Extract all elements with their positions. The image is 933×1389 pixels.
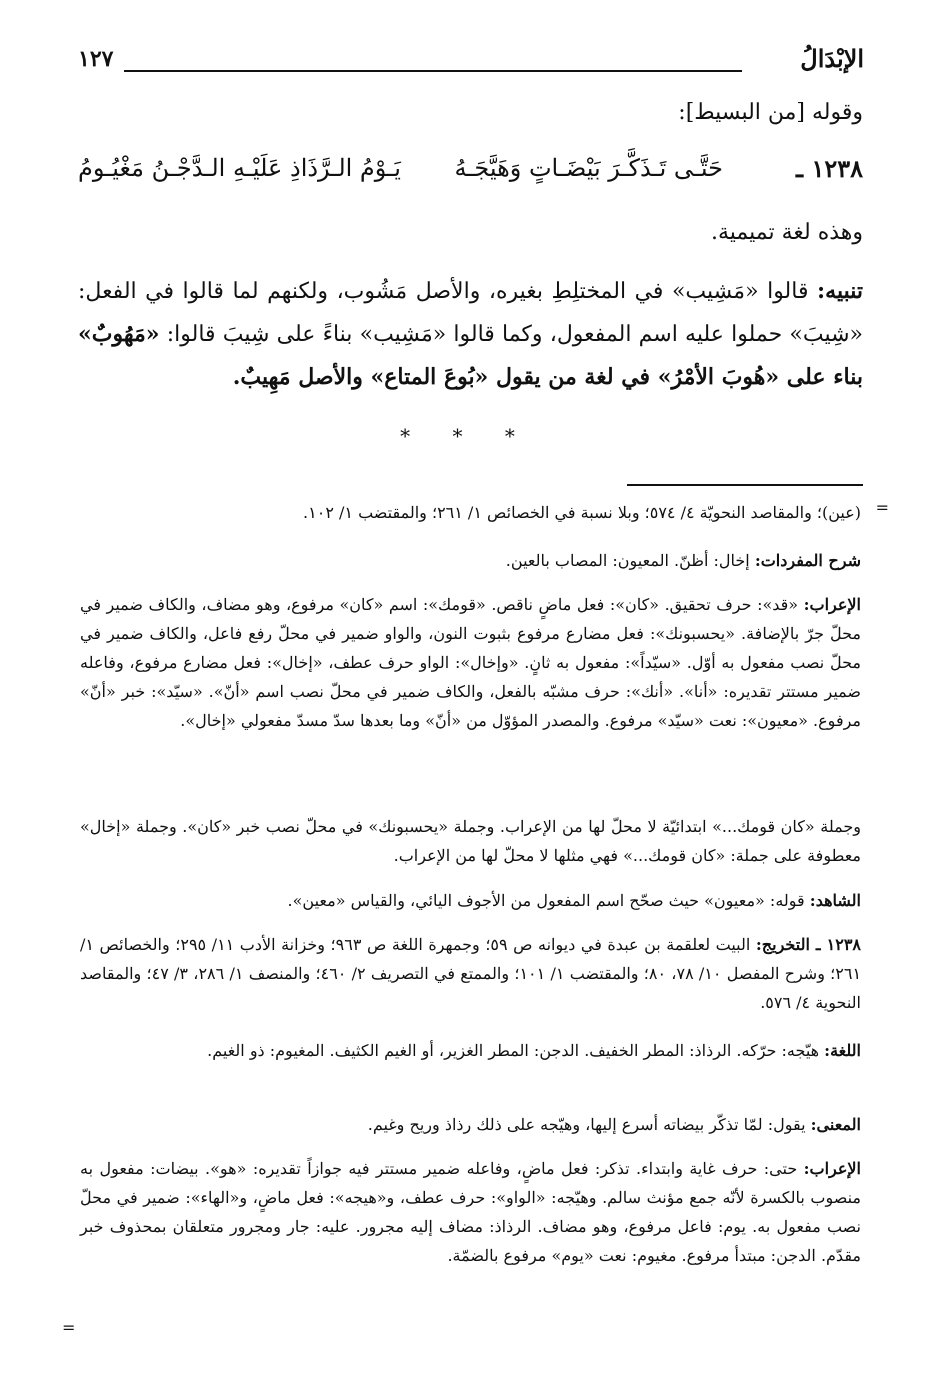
continuation-marker: = [875, 498, 889, 517]
shahid-label: الشاهد: [809, 891, 861, 910]
verse-second-hemistich: يَـوْمُ الـرَّذَاذِ عَلَيْـهِ الـدَّجْـنُ مَغْيُـومُ [78, 154, 401, 182]
poetry-verse [78, 154, 863, 198]
footnote-irab [80, 590, 861, 735]
footnote-lugha [80, 1036, 861, 1065]
mana-label: المعنى: [810, 1115, 861, 1134]
takhrij-label: ١٢٣٨ ـ التخريج: [755, 935, 861, 954]
footnote-continuation: (عين)؛ والمقاصد النحويّة ٤/ ٥٧٤؛ وبلا نسبة في الخصائص ١/ ٢٦١؛ والمقتضب ١/ ١٠٢. [303, 503, 861, 522]
irab-label: الإعراب: [803, 595, 861, 614]
shahid-text: قوله: «معيون» حيث صحّح اسم المفعول من الأجوف اليائي، والقياس «معين». [287, 891, 805, 910]
verse-intro: وقوله [من البسيط]: [678, 100, 863, 125]
note-label: تنبيه: [817, 278, 863, 304]
footnote-mana [80, 1110, 861, 1139]
irab2-text: حتى: حرف غاية وابتداء. تذكر: فعل ماضٍ، وفاعله ضمير مستتر فيه جوازاً تقديره: «هو». بيضات: مفعول به منصوب بالكسرة لأنّه جمع مؤنث سالم. وهيّجه: «الواو»: حرف عطف، و«هيجه»: فعل ماضٍ، و«الهاء»: ضمير في محلّ نصب مفعول به. يوم: فاعل مرفوع، وهو مضاف. الرذاذ: مضاف إليه مجرور. عليه: جار ومجرور متعلقان بمحذوف خبر مقدّم. الدجن: مبتدأ مرفوع. مغيوم: نعت «يوم» مرفوع بالضمّة. [80, 1159, 861, 1265]
irab2-label: الإعراب: [803, 1159, 861, 1178]
note-bold-line: «مَهُوبٌ» بناء على «هُوبَ الأمْرُ» في لغة من يقول «بُوعَ المتاع» والأصل مَهِيبٌ. [78, 321, 863, 390]
irab-text: «قد»: حرف تحقيق. «كان»: فعل ماضٍ ناقص. «قومك»: اسم «كان» مرفوع، وهو مضاف، والكاف ضمير في محلّ جرّ بالإضافة. «يحسبونك»: فعل مضارع مرفوع بثبوت النون، والواو ضمير في محلّ رفع فاعل، والكاف ضمير في محلّ نصب مفعول به أوّل. «سيّداً»: مفعول به ثانٍ. «وإخال»: الواو حرف عطف، «إخال»: فعل مضارع مرفوع، وفاعله ضمير مستتر تقديره: «أنا». «أنك»: حرف مشبّه بالفعل، والكاف ضمير في محلّ نصب اسم «أنّ». «سيّد»: خبر «أنّ» مرفوع. «معيون»: نعت «سيّد» مرفوع. والمصدر المؤوّل من «أنّ» وما بعدها سدّ مسدّ مفعولي «إخال». [80, 595, 861, 730]
footnote-takhrij [80, 930, 861, 1017]
dialect-note: وهذه لغة تميمية. [710, 220, 863, 245]
verse-number: ١٢٣٨ ـ [796, 154, 863, 183]
mana-text: يقول: لمّا تذكّر بيضاته أسرع إليها، وهيّجه على ذلك رذاذ وريح وغيم. [367, 1115, 806, 1134]
verse-first-hemistich: حَتَّـى تَـذَكَّـرَ بَيْضَـاتٍ وَهَيَّجَـهُ [454, 154, 723, 182]
page-header [78, 44, 864, 84]
footnote-shahid [80, 886, 861, 915]
vocab-label: شرح المفردات: [754, 551, 861, 570]
chapter-title: الإبْدَالُ [800, 44, 864, 73]
lugha-text: هيّجه: حرّكه. الرذاذ: المطر الخفيف. الدجن: المطر الغزير، أو الغيم الكثيف. المغيوم: ذو الغيم. [207, 1041, 820, 1060]
page-end-marker: = [62, 1318, 76, 1337]
takhrij-text: البيت لعلقمة بن عبدة في ديوانه ص ٥٩؛ وجمهرة اللغة ص ٩٦٣؛ وخزانة الأدب ١١/ ٢٩٥؛ والخصائص ١/ ٢٦١؛ وشرح المفصل ١٠/ ٧٨، ٨٠؛ والمقتضب ١/ ١٠١؛ والممتع في التصريف ٢/ ٤٦٠؛ والمنصف ١/ ٢٨٦، ٣/ ٤٧؛ والمقاصد النحوية ٤/ ٥٧٦. [80, 935, 862, 1012]
footnote-separator [627, 484, 863, 486]
footnote-vocabulary [80, 546, 861, 575]
section-divider-stars: * * * [400, 424, 533, 448]
footnote-irab-verse [80, 1154, 861, 1270]
lugha-label: اللغة: [824, 1041, 861, 1060]
header-rule [124, 70, 742, 72]
vocab-text: إخال: أظنّ. المعيون: المصاب بالعين. [505, 551, 750, 570]
page-number: ١٢٧ [78, 46, 114, 72]
footnote-sentences: وجملة «كان قومك...» ابتدائيّة لا محلّ لها من الإعراب. وجملة «يحسبونك» في محلّ نصب خبر «كان». وجملة «إخال» معطوفة على جملة: «كان قومك...» فهي مثلها لا محلّ لها من الإعراب. [80, 817, 861, 865]
note-text: قالوا «مَشِيب» في المختلِطِ بغيره، والأصل مَشُوب، ولكنهم لما قالوا في الفعل: «شِيبَ» حملوا عليه اسم المفعول، وكما قالوا «مَشِيب» بناءً على شِيبَ قالوا: [78, 279, 863, 347]
note-paragraph [78, 270, 863, 399]
